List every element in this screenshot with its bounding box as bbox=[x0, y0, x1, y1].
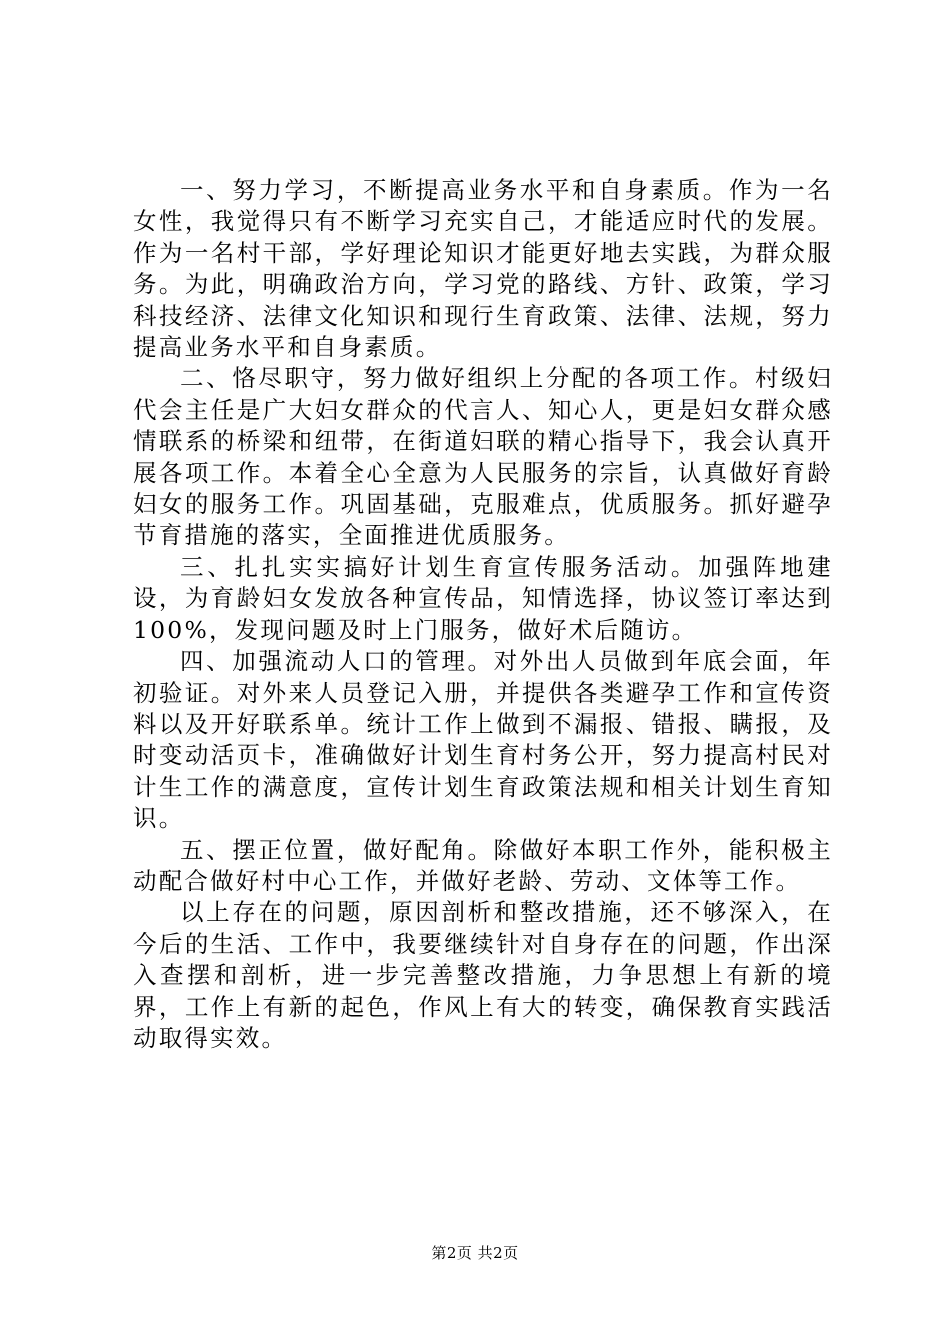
paragraph-conclusion: 以上存在的问题，原因剖析和整改措施，还不够深入，在今后的生活、工作中，我要继续针对自身存在的问题，作出深入查摆和剖析，进一步完善整改措施，力争思想上有新的境界，工作上有新的起色，作风上有大的转变，确保教育实践活动取得实效。 bbox=[133, 898, 833, 1052]
paragraph-duty: 二、恪尽职守，努力做好组织上分配的各项工作。村级妇代会主任是广大妇女群众的代言人、知心人，更是妇女群众感情联系的桥梁和纽带，在街道妇联的精心指导下，我会认真开展各项工作。本着全心全意为人民服务的宗旨，认真做好育龄妇女的服务工作。巩固基础，克服难点，优质服务。抓好避孕节育措施的落实，全面推进优质服务。 bbox=[133, 364, 833, 550]
paragraph-family-planning-publicity: 三、扎扎实实搞好计划生育宣传服务活动。加强阵地建设，为育龄妇女发放各种宣传品，知情选择，协议签订率达到100%，发现问题及时上门服务，做好术后随访。 bbox=[133, 552, 833, 644]
paragraph-study: 一、努力学习，不断提高业务水平和自身素质。作为一名女性，我觉得只有不断学习充实自己，才能适应时代的发展。作为一名村干部，学好理论知识才能更好地去实践，为群众服务。为此，明确政治方向，学习党的路线、方针、政策，学习科技经济、法律文化知识和现行生育政策、法律、法规，努力提高业务水平和自身素质。 bbox=[133, 176, 833, 362]
page-number-footer: 第2页 共2页 bbox=[431, 1244, 519, 1262]
paragraph-floating-population: 四、加强流动人口的管理。对外出人员做到年底会面，年初验证。对外来人员登记入册，并提供各类避孕工作和宣传资料以及开好联系单。统计工作上做到不漏报、错报、瞒报，及时变动活页卡，准确做好计划生育村务公开，努力提高村民对计生工作的满意度，宣传计划生育政策法规和相关计划生育知识。 bbox=[133, 647, 833, 833]
paragraph-position: 五、摆正位置，做好配角。除做好本职工作外，能积极主动配合做好村中心工作，并做好老龄、劳动、文体等工作。 bbox=[133, 835, 833, 895]
document-body bbox=[133, 175, 833, 1054]
